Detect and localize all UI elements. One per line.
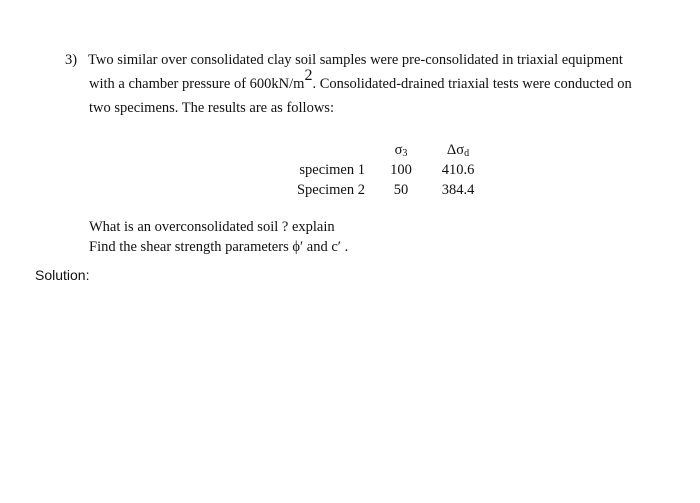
table-row: [265, 180, 493, 200]
unit-exponent: 2: [304, 67, 313, 85]
delta-sigma-d-value: 410.6: [441, 161, 475, 178]
question-line-2-start: with a chamber pressure of 600kN/m: [89, 76, 305, 92]
task-explain-overconsolidated: What is an overconsolidated soil ? explain: [89, 219, 335, 235]
delta-sigma-header-symbol: Δσ: [446, 141, 465, 158]
sigma3-value: 100: [390, 161, 412, 178]
question-line-3: two specimens. The results are as follows:: [89, 100, 334, 116]
results-header-row: [265, 140, 493, 160]
task-shear-strength-parameters: Find the shear strength parameters ϕ′ and c′ .: [89, 239, 349, 255]
question-line-1: Two similar over consolidated clay soil samples were pre-consolidated in triaxial equipment: [88, 52, 623, 68]
sigma3-header-symbol: σ: [394, 141, 403, 158]
question-number: 3): [65, 52, 78, 68]
results-header-blank: [265, 140, 379, 160]
sigma3-header-subscript: 3: [402, 147, 408, 159]
specimen-label: Specimen 2: [296, 181, 365, 198]
question-line-2: [89, 67, 632, 93]
delta-sigma-d-value: 384.4: [441, 181, 475, 198]
results-table: [265, 140, 493, 200]
task-list: [89, 217, 348, 257]
delta-sigma-header-subscript: d: [464, 147, 470, 159]
solution-label: Solution:: [35, 267, 90, 283]
delta-sigma-d-header: [423, 140, 493, 160]
sigma3-header: [379, 140, 423, 160]
question-line-2-end: . Consolidated-drained triaxial tests were conducted on: [312, 76, 632, 92]
table-row: [265, 160, 493, 180]
sigma3-value: 50: [393, 181, 409, 198]
specimen-label: specimen 1: [299, 161, 365, 178]
